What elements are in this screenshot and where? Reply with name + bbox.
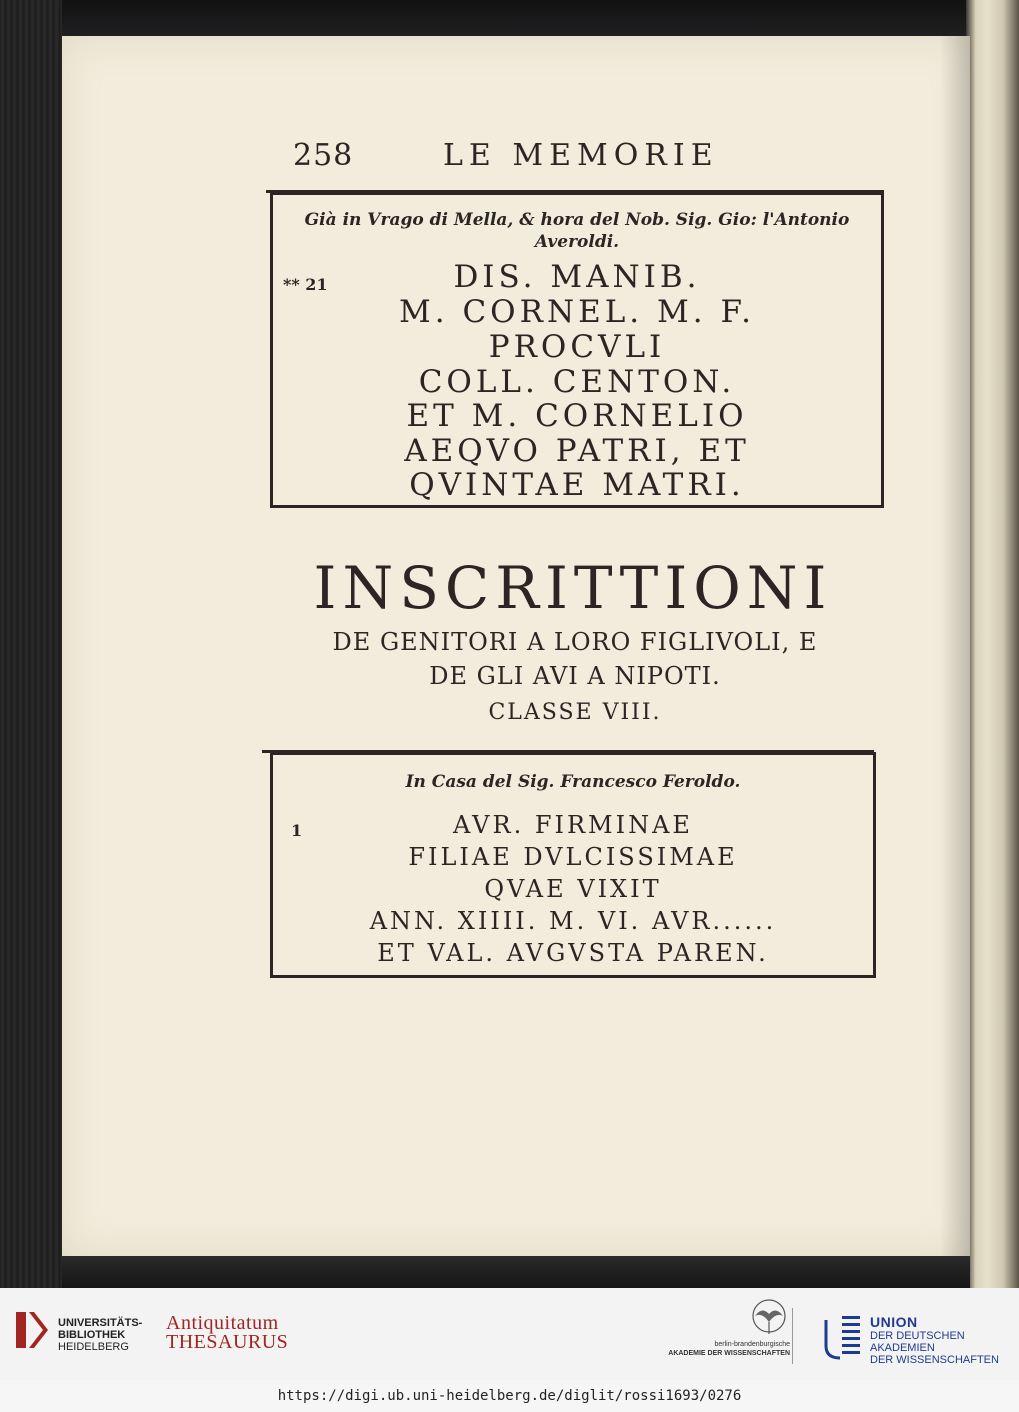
bbaw-eagle-logo-icon[interactable]: [746, 1298, 792, 1338]
inscription-1-line-7: QVINTAE MATRI.: [409, 467, 745, 503]
gutter-shadow: [940, 36, 970, 1256]
scan-background-bottom: [62, 1256, 970, 1288]
inscription-1-line-4: COLL. CENTON.: [418, 364, 736, 400]
inscription-2-line-1: AVR. FIRMINAE: [453, 811, 693, 839]
union-line-3: DER WISSENSCHAFTEN: [870, 1354, 999, 1366]
bbaw-wordmark[interactable]: [640, 1340, 790, 1358]
inscription-1-line-1: DIS. MANIB.: [453, 259, 701, 295]
ub-line-3: HEIDELBERG: [58, 1341, 129, 1353]
thesaurus-line-2: THESAURUS: [166, 1331, 289, 1353]
footer-logo-bar: [0, 1288, 1019, 1380]
inscription-2-caption: In Casa del Sig. Francesco Feroldo.: [405, 772, 741, 792]
bbaw-line-1: berlin-brandenburgische: [714, 1341, 790, 1348]
inscription-2-line-4: ANN. XIIII. M. VI. AVR......: [369, 907, 777, 935]
inscription-1-line-6: AEQVO PATRI, ET: [404, 433, 750, 469]
ub-heidelberg-wordmark[interactable]: [58, 1317, 142, 1353]
inscription-1-caption-line1: Già in Vrago di Mella, & hora del Nob. Sig. Gio: l'Antonio: [304, 210, 850, 230]
inscription-1-number: ** 21: [283, 275, 328, 294]
antiquitatum-thesaurus-logo[interactable]: [166, 1314, 288, 1352]
inscription-frame-2: [270, 752, 876, 978]
section-title: INSCRITTIONI: [313, 554, 833, 622]
page-header: [293, 138, 733, 178]
footer-divider: [792, 1308, 793, 1364]
inscription-2-number: 1: [291, 821, 303, 840]
union-line-1: UNION: [870, 1314, 918, 1330]
permalink-url[interactable]: https://digi.ub.uni-heidelberg.de/diglit/rossi1693/0276: [277, 1388, 742, 1404]
footer: [0, 1288, 1019, 1412]
union-wordmark[interactable]: [870, 1314, 1019, 1366]
union-line-2: DER DEUTSCHEN AKADEMIEN: [870, 1330, 965, 1354]
ub-line-2: BIBLIOTHEK: [58, 1329, 126, 1341]
inscription-1-line-3: PROCVLI: [488, 329, 666, 365]
inscription-2-line-2: FILIAE DVLCISSIMAE: [408, 843, 738, 871]
inscription-1-line-5: ET M. CORNELIO: [406, 398, 748, 434]
union-akademien-logo-icon[interactable]: [822, 1312, 866, 1364]
inscription-1-caption-line2: Averoldi.: [534, 232, 620, 252]
running-head: LE MEMORIE: [443, 138, 719, 173]
inscription-2-line-3: QVAE VIXIT: [484, 875, 662, 903]
inscription-1-line-2: M. CORNEL. M. F.: [399, 294, 755, 330]
section-subtitle-line2: DE GLI AVI A NIPOTI.: [429, 662, 721, 690]
inscription-2-line-5: ET VAL. AVGVSTA PAREN.: [377, 939, 769, 967]
inscription-frame-1: [270, 192, 884, 508]
section-subtitle-line1: DE GENITORI A LORO FIGLIVOLI, E: [332, 628, 818, 656]
bbaw-line-2: AKADEMIE DER WISSENSCHAFTEN: [668, 1350, 790, 1357]
scan-background-left: [0, 0, 62, 1288]
section-classe: CLASSE VIII.: [488, 700, 662, 725]
thesaurus-line-1: Antiquitatum: [166, 1312, 279, 1334]
page-number: 258: [293, 138, 354, 173]
ub-heidelberg-logo-icon[interactable]: [12, 1310, 52, 1350]
ub-line-1: UNIVERSITÄTS-: [58, 1317, 143, 1329]
book-spine: [966, 0, 1019, 1288]
scan-background-top: [0, 0, 1019, 36]
